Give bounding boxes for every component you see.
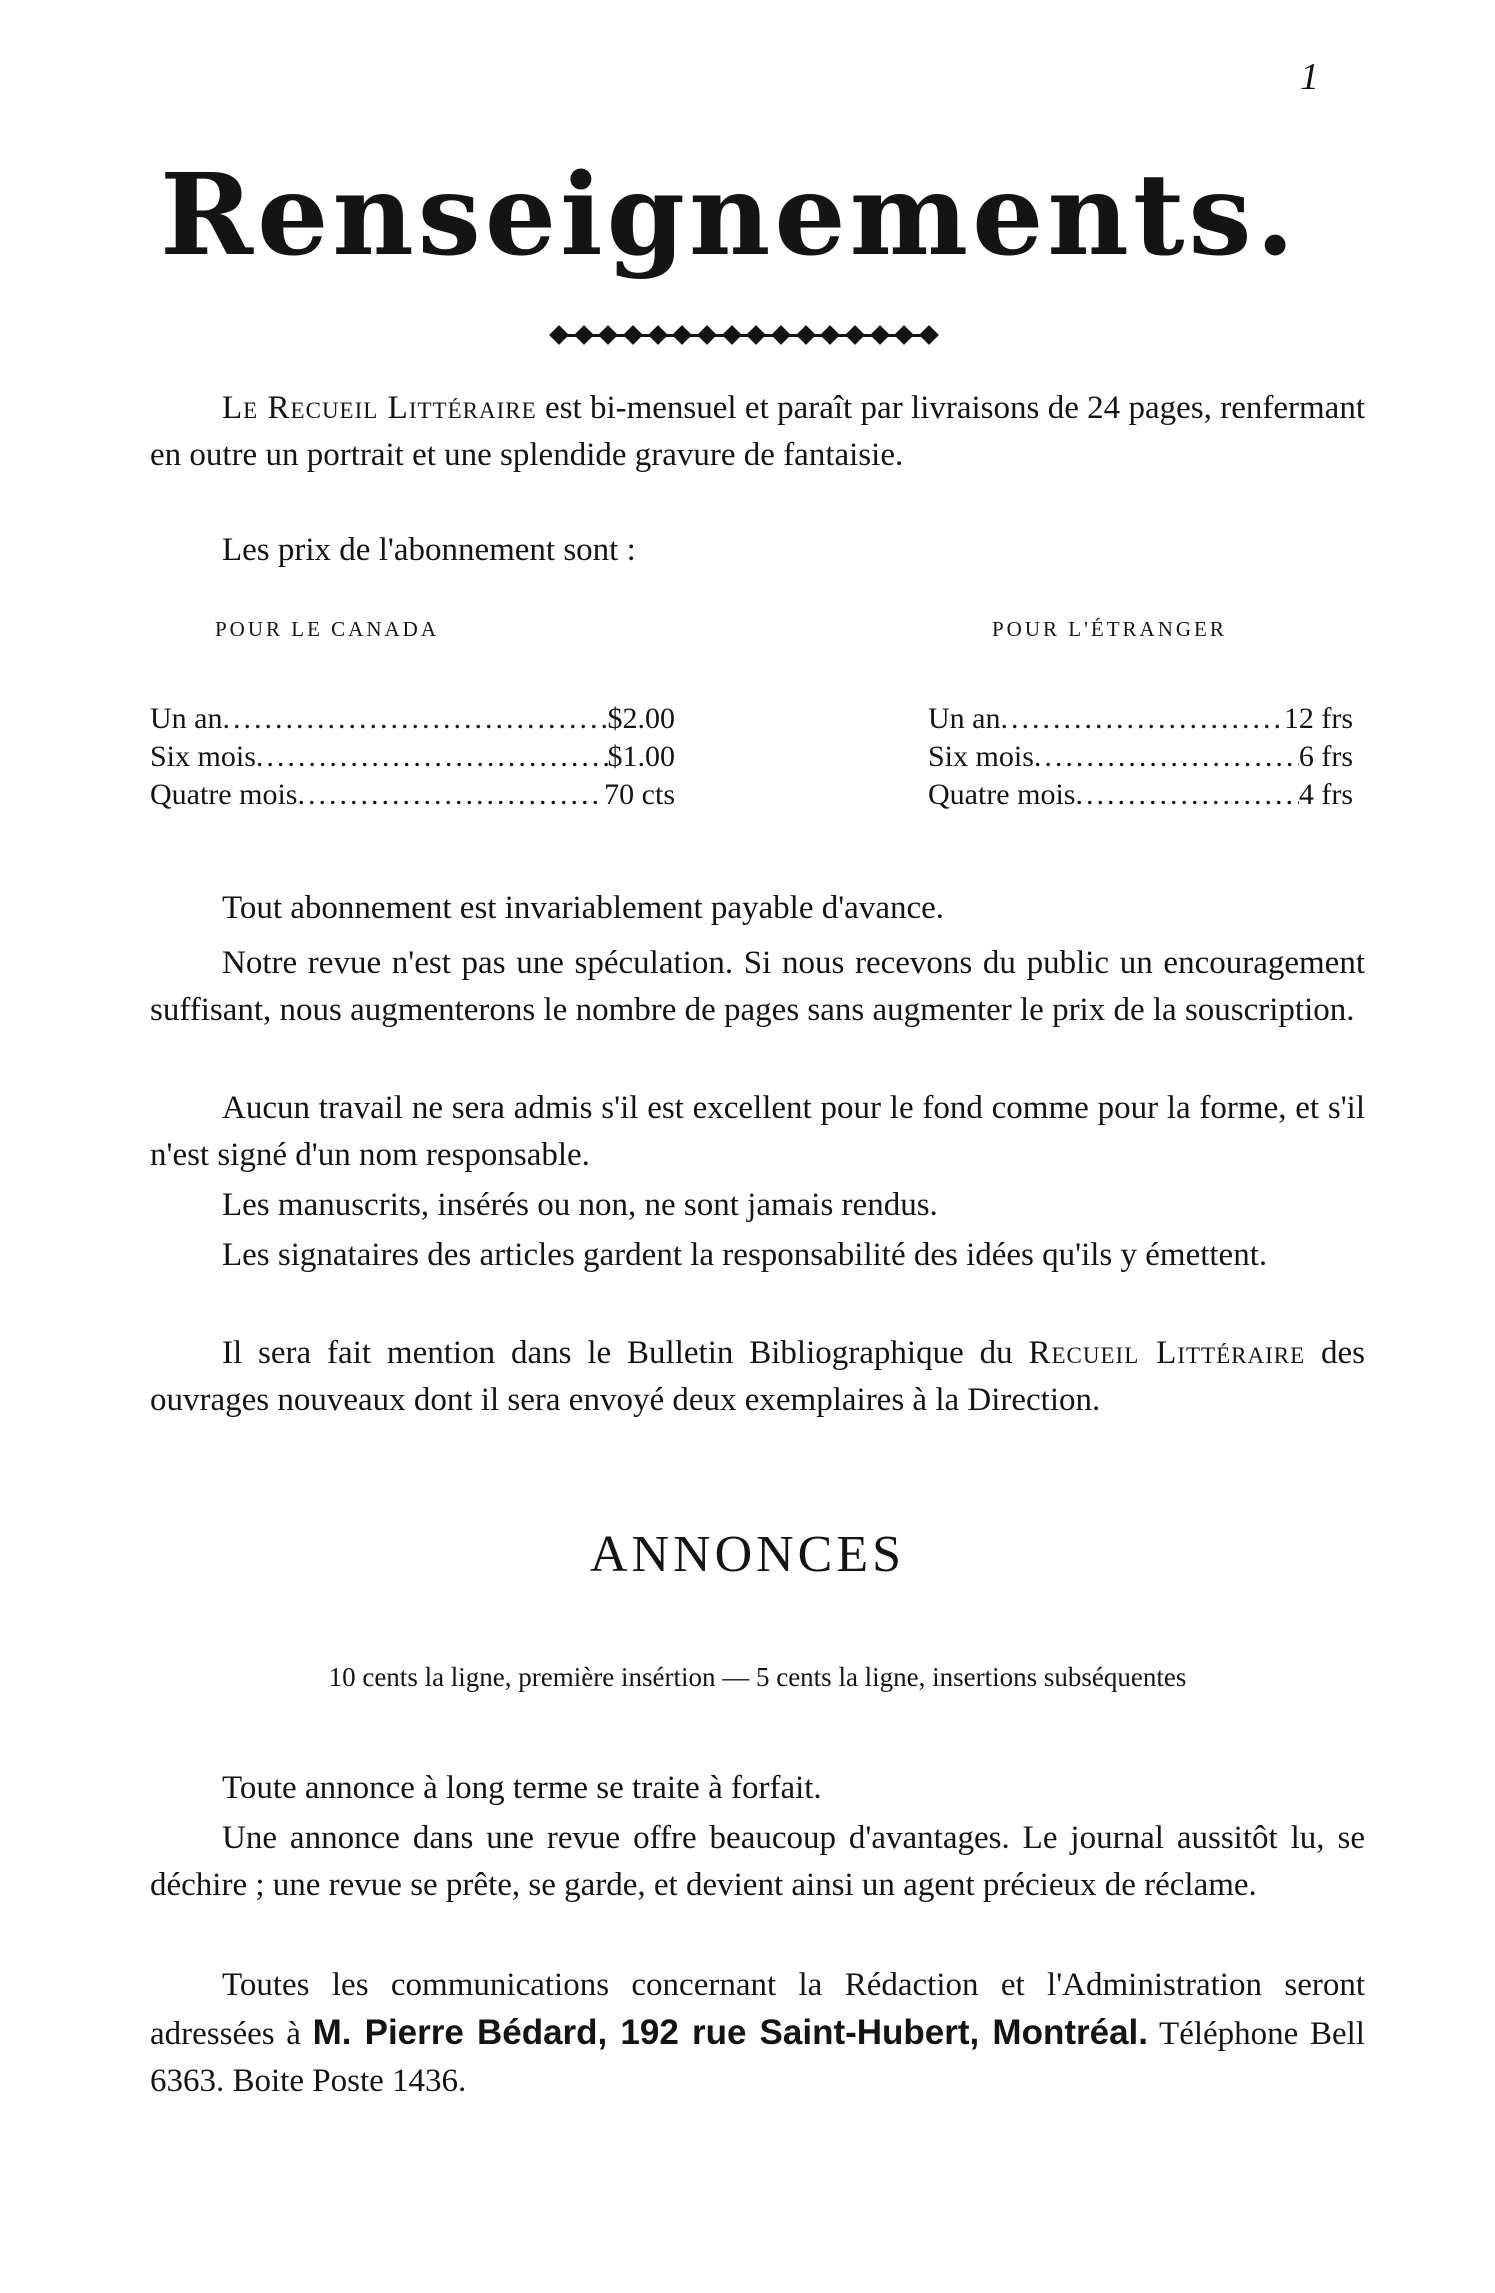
canada-price-table — [150, 700, 675, 814]
price-row — [150, 700, 675, 738]
bulletin-text: Il sera fait mention dans le Bulletin Bibliographique du — [222, 1335, 1029, 1371]
paragraph-avantages: Une annonce dans une revue offre beaucoup d'avantages. Le journal aussitôt lu, se déchire ; une revue se prête, se garde, et devient ainsi un agent précieux de réclame. — [150, 1820, 1365, 1903]
price-row — [928, 738, 1353, 776]
intro-text: est bi-mensuel et paraît par livraisons de 24 pages, renfermant en outre un portrait et une splendide gravure de fantaisie. — [150, 390, 1365, 473]
price-row — [150, 738, 675, 776]
paragraph-signataires: Les signataires des articles gardent la responsabilité des idées qu'ils y émettent. — [222, 1237, 1268, 1273]
prices-intro: Les prix de l'abonnement sont : — [222, 532, 636, 568]
price-label: Six mois — [150, 740, 256, 773]
price-value: 12 frs — [1283, 702, 1353, 735]
price-label: Un an — [928, 702, 1001, 735]
paragraph-manuscrits: Les manuscrits, insérés ou non, ne sont jamais rendus. — [222, 1187, 938, 1223]
ornament-divider — [552, 325, 936, 345]
etranger-price-table — [928, 700, 1353, 814]
contact-text: Téléphone Bell 6363. Boite Poste 1436. — [150, 2016, 1365, 2099]
price-label: Quatre mois — [150, 778, 298, 811]
paragraph-speculation: Notre revue n'est pas une spéculation. Si nous recevons du public un encouragement suffisant, nous augmenterons le nombre de pages sans augmenter le prix de la souscription. — [150, 945, 1365, 1028]
price-row — [150, 776, 675, 814]
price-value: 4 frs — [1298, 778, 1353, 811]
annonces-heading: ANNONCES — [589, 1526, 906, 1583]
price-label: Quatre mois — [928, 778, 1076, 811]
price-label: Un an — [150, 702, 223, 735]
paragraph-admission: Aucun travail ne sera admis s'il est excellent pour le fond comme pour la forme, et s'il n'est signé d'un nom responsable. — [150, 1090, 1365, 1173]
page-number: 1 — [1300, 56, 1319, 98]
journal-name: Le Recueil Littéraire — [222, 390, 537, 426]
page-title: Renseignements. — [160, 150, 1299, 281]
price-row — [928, 700, 1353, 738]
canada-heading: POUR LE CANADA — [215, 617, 440, 641]
bulletin-text: des ouvrages nouveaux dont il sera envoyé deux exemplaires à la Direction. — [150, 1335, 1366, 1418]
paragraph-bulletin — [150, 1330, 1365, 1424]
journal-name: Recueil Littéraire — [1028, 1335, 1306, 1371]
paragraph-contact — [150, 1962, 1365, 2105]
price-value: 70 cts — [604, 778, 675, 811]
price-value: 6 frs — [1298, 740, 1353, 773]
price-value: $2.00 — [607, 702, 675, 735]
contact-text: Toutes les communications concernant la Rédaction et l'Administration seront adressées à — [150, 1967, 1365, 2052]
price-row — [928, 776, 1353, 814]
paragraph-payable: Tout abonnement est invariablement payable d'avance. — [222, 890, 945, 926]
intro-paragraph — [150, 385, 1365, 479]
price-label: Six mois — [928, 740, 1034, 773]
price-value: $1.00 — [607, 740, 675, 773]
annonces-tarif: 10 cents la ligne, première insértion — 5 cents la ligne, insertions subséquentes — [328, 1662, 1187, 1692]
contact-address: M. Pierre Bédard, 192 rue Saint-Hubert, Montréal. — [312, 2013, 1148, 2052]
etranger-heading: POUR L'ÉTRANGER — [992, 617, 1227, 641]
paragraph-forfait: Toute annonce à long terme se traite à forfait. — [222, 1770, 822, 1806]
